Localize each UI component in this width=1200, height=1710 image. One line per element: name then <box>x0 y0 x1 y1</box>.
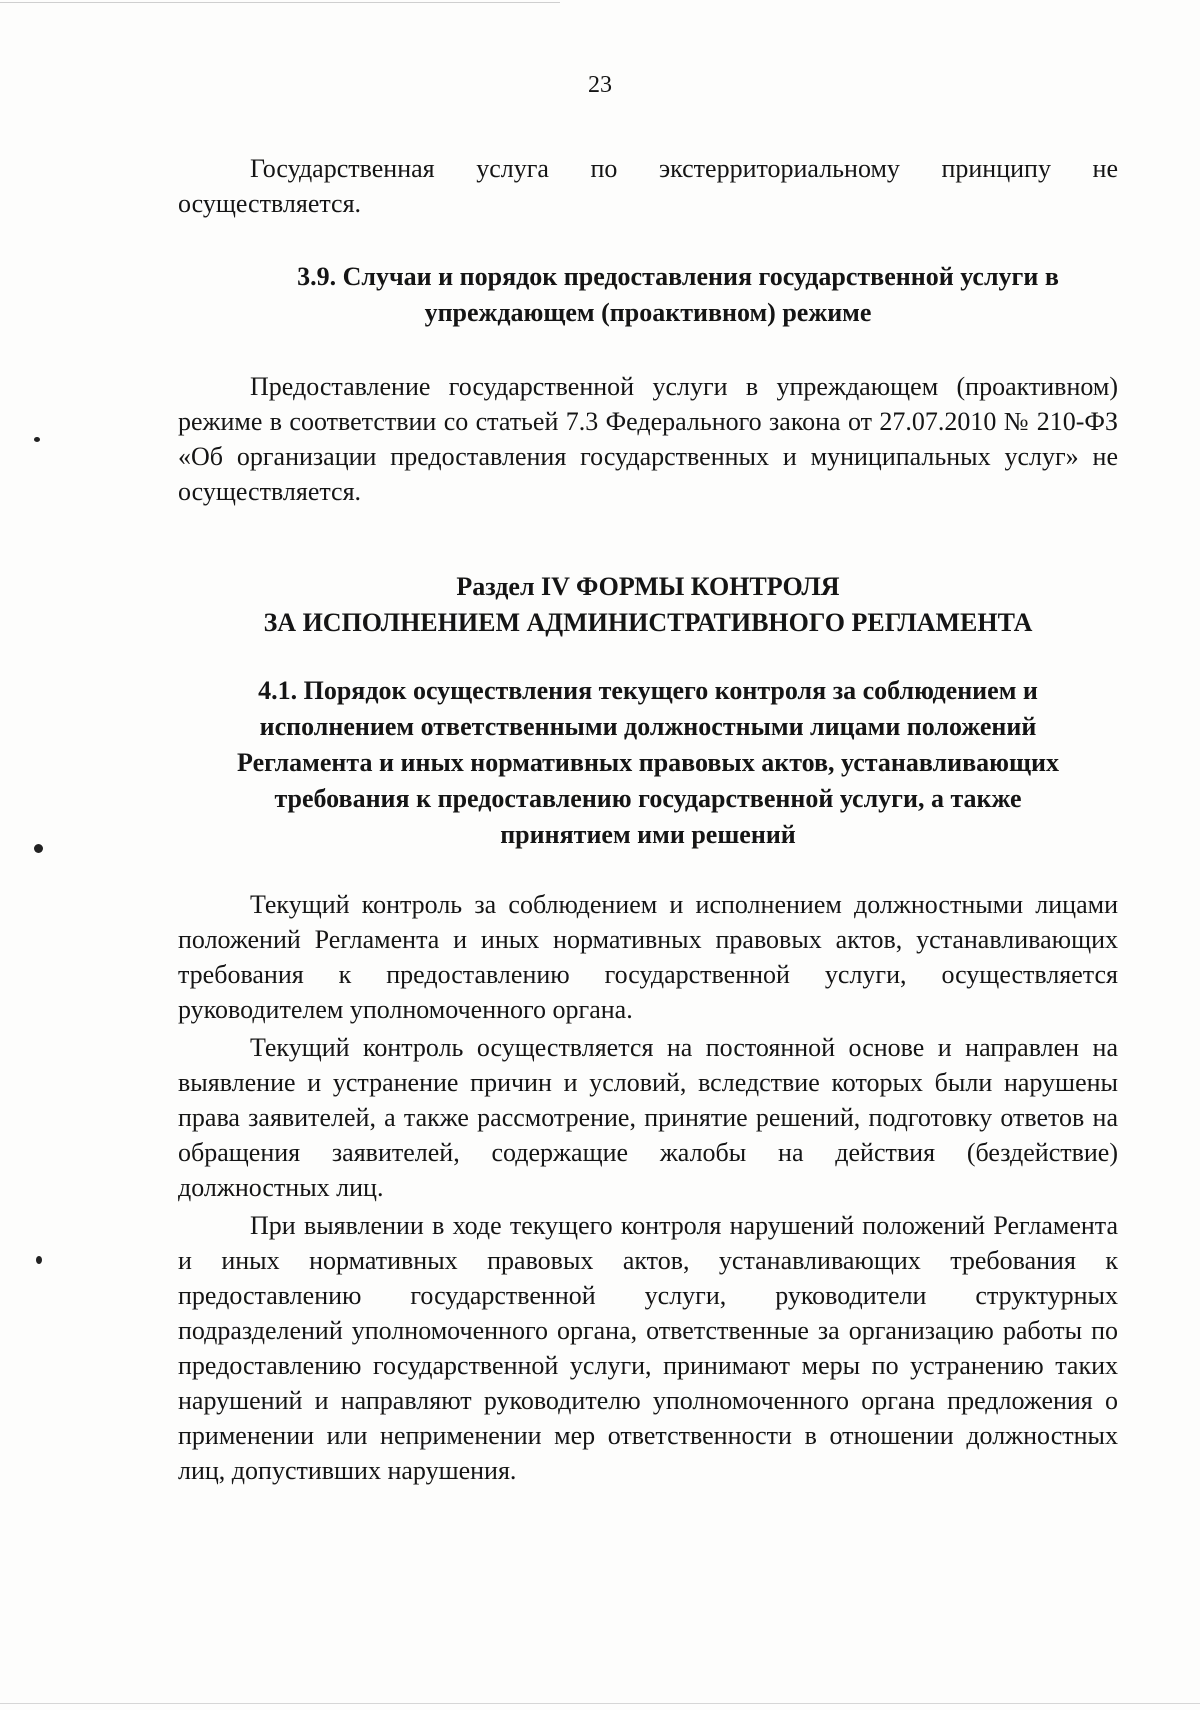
paragraph-proactive: Предоставление государственной услуги в упреждающем (проактивном) режиме в соответствии со статьей 7.3 Федерального закона от 27.07.2010 № 210-ФЗ «Об организации предоставления государственных и муниципальных услуг» не осуществляется. <box>178 372 1118 506</box>
scan-edge-line <box>0 2 560 3</box>
paragraph-violations-measures: При выявлении в ходе текущего контроля нарушений положений Регламента и иных нормативных правовых актов, устанавливающих требования к предоставлению государственной услуги, руководители структурных подразделений уполномоченного органа, ответственные за организацию работы по предоставлению государственной услуги, принимают меры по устранению таких нарушений и направляют руководителю уполномоченного органа предложения о применении или неприменении мер ответственности в отношении должностных лиц, допустивших нарушения. <box>178 1211 1118 1485</box>
paragraph-control-basis: Текущий контроль осуществляется на постоянной основе и направлен на выявление и устранение причин и условий, вследствие которых были нарушены права заявителей, а также рассмотрение, принятие решений, подготовку ответов на обращения заявителей, содержащие жалобы на действия (бездействие) должностных лиц. <box>178 1033 1118 1202</box>
paragraph-current-control: Текущий контроль за соблюдением и исполнением должностными лицами положений Регламента и иных нормативных правовых актов, устанавливающих требования к предоставлению государственной услуги, осуществляется руководителем уполномоченного органа. <box>178 890 1118 1024</box>
scan-speck <box>34 437 40 442</box>
heading-3-9-line2: упреждающем (проактивном) режиме <box>424 298 872 327</box>
heading-4-1-line5: принятием ими решений <box>500 820 796 849</box>
scan-edge-line <box>0 1703 1200 1704</box>
section-iv-line1: Раздел IV ФОРМЫ КОНТРОЛЯ <box>456 572 840 601</box>
section-iv-line2: ЗА ИСПОЛНЕНИЕМ АДМИНИСТРАТИВНОГО РЕГЛАМЕНТА <box>263 608 1033 637</box>
heading-4-1-line2: исполнением ответственными должностными лицами положений <box>259 712 1037 741</box>
section-iv-heading <box>178 569 1118 641</box>
heading-3-9 <box>178 259 1118 331</box>
heading-4-1-line1: 4.1. Порядок осуществления текущего контроля за соблюдением и <box>258 676 1038 705</box>
scan-speck <box>36 1256 42 1264</box>
page-number: 23 <box>588 72 612 98</box>
scan-speck <box>34 844 43 853</box>
document-body <box>178 151 1118 1491</box>
heading-4-1 <box>178 673 1118 853</box>
heading-4-1-line3: Регламента и иных нормативных правовых актов, устанавливающих <box>237 748 1059 777</box>
paragraph-extraterritorial: Государственная услуга по экстерриториальному принципу не осуществляется. <box>178 154 1118 218</box>
heading-3-9-line1: 3.9. Случаи и порядок предоставления государственной услуги в <box>297 262 1059 291</box>
heading-4-1-line4: требования к предоставлению государственной услуги, а также <box>274 784 1022 813</box>
